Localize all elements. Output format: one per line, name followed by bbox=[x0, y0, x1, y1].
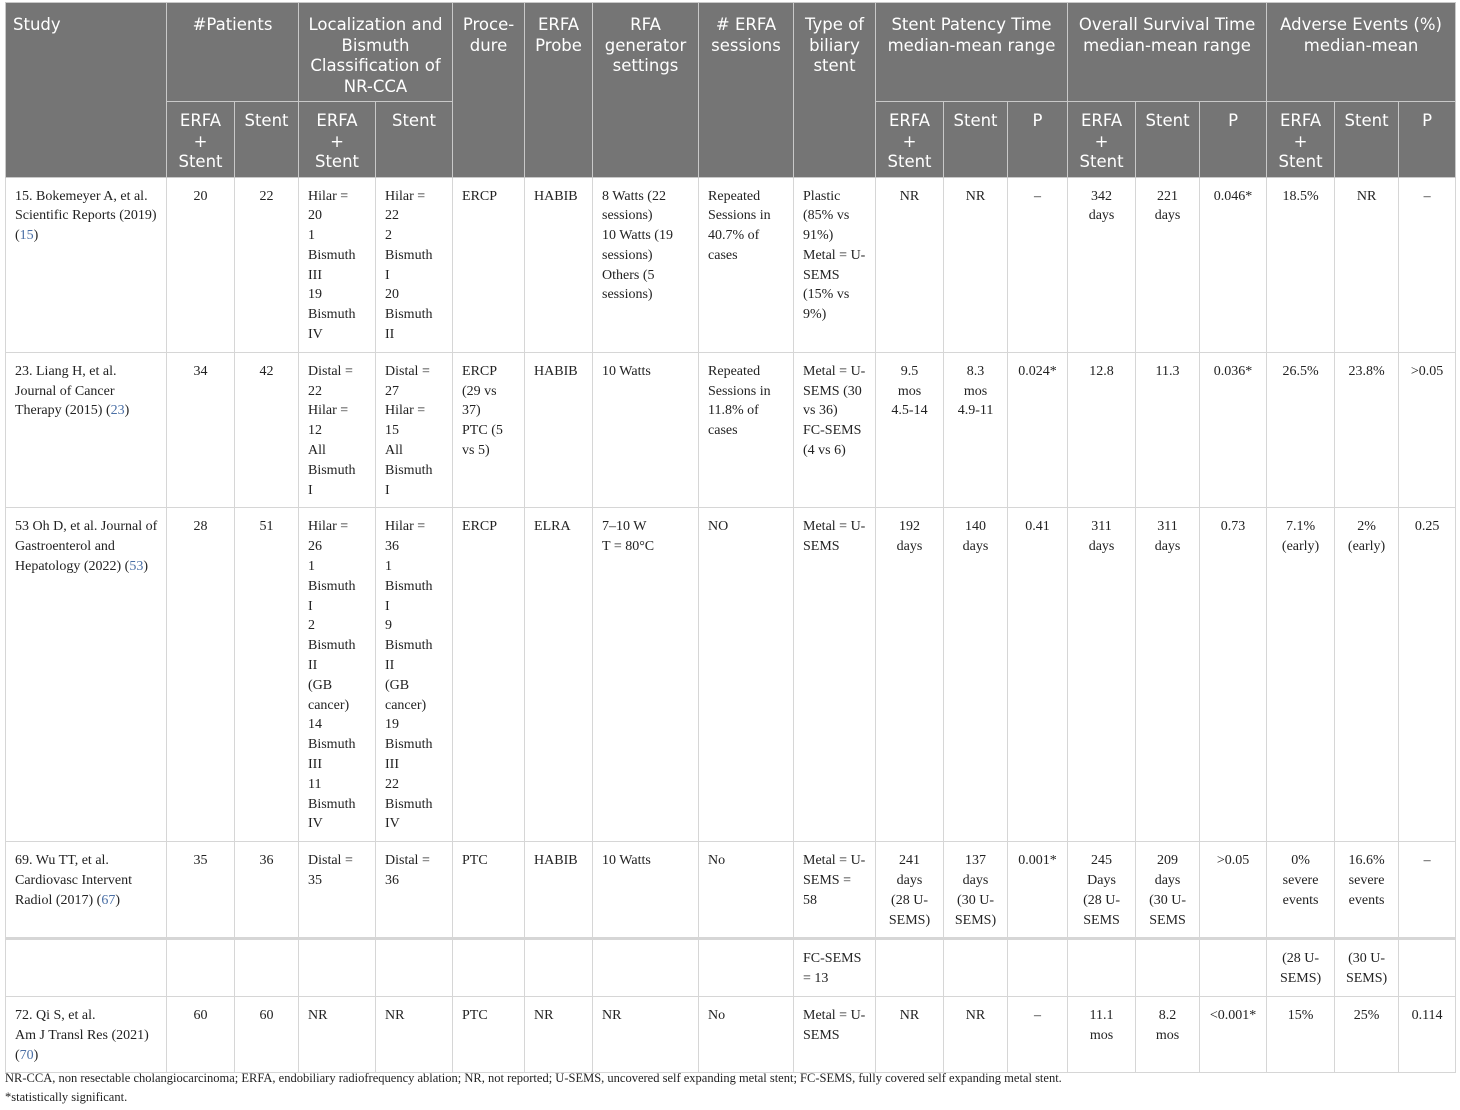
cell-patients-erfa: 20 bbox=[167, 177, 235, 352]
col-header-patients: #Patients bbox=[167, 3, 299, 102]
cell-adverse-erfa: (28 U- SEMS) bbox=[1267, 939, 1335, 997]
cell-survival-stent: 221 days bbox=[1136, 177, 1200, 352]
reference-link[interactable]: 67 bbox=[101, 892, 116, 908]
cell-procedure: PTC bbox=[453, 842, 525, 939]
abbreviations-note: NR-CCA, non resectable cholangiocarcinoma; ERFA, endobiliary radiofrequency ablation; NR, not reported; U-SEMS, uncovered self expanding metal stent; FC-SEMS, fully covered self expanding metal stent. bbox=[5, 1071, 1062, 1085]
cell-adverse-stent: (30 U- SEMS) bbox=[1335, 939, 1399, 997]
subheader-erfa-stent: ERFA + Stent bbox=[1267, 102, 1335, 178]
cell-localization-stent: Hilar = 36 1 Bismuth I 9 Bismuth II (GB cancer) 19 Bismuth III 22 Bismuth IV bbox=[376, 508, 453, 842]
col-header-survival: Overall Survival Time median-mean range bbox=[1068, 3, 1267, 102]
col-header-procedure: Proce- dure bbox=[453, 3, 525, 178]
cell-adverse-stent: NR bbox=[1335, 177, 1399, 352]
cell-patients-erfa: 28 bbox=[167, 508, 235, 842]
reference-link[interactable]: 53 bbox=[129, 559, 144, 575]
cell-survival-stent: 8.2 mos bbox=[1136, 996, 1200, 1072]
reference-link[interactable]: 70 bbox=[19, 1047, 34, 1063]
study-citation: 72. Qi S, et al. Am J Transl Res (2021) ( bbox=[15, 1007, 149, 1063]
cell-localization-stent bbox=[376, 939, 453, 997]
cell-patients-erfa bbox=[167, 939, 235, 997]
cell-adverse-erfa: 18.5% bbox=[1267, 177, 1335, 352]
col-header-localization: Localization and Bismuth Classification of NR-CCA bbox=[299, 3, 453, 102]
table-row bbox=[6, 842, 1456, 939]
cell-stent-type: FC-SEMS = 13 bbox=[794, 939, 876, 997]
cell-adverse-p: – bbox=[1399, 842, 1456, 939]
cell-procedure: ERCP bbox=[453, 177, 525, 352]
cell-survival-stent bbox=[1136, 939, 1200, 997]
subheader-erfa-stent: ERFA + Stent bbox=[1068, 102, 1136, 178]
cell-patency-p: – bbox=[1008, 177, 1068, 352]
cell-generator: NR bbox=[593, 996, 699, 1072]
cell-localization-erfa: Hilar = 26 1 Bismuth I 2 Bismuth II (GB cancer) 14 Bismuth III 11 Bismuth IV bbox=[299, 508, 376, 842]
subheader-p: P bbox=[1008, 102, 1068, 178]
cell-probe bbox=[525, 939, 593, 997]
cell-adverse-p: 0.114 bbox=[1399, 996, 1456, 1072]
cell-stent-type: Metal = U-SEMS = 58 bbox=[794, 842, 876, 939]
col-header-patency: Stent Patency Time median-mean range bbox=[876, 3, 1068, 102]
cell-survival-erfa: 11.1 mos bbox=[1068, 996, 1136, 1072]
study-citation: 15. Bokemeyer A, et al. Scientific Reports (2019) ( bbox=[15, 188, 157, 244]
subheader-stent: Stent bbox=[944, 102, 1008, 178]
cell-localization-erfa: NR bbox=[299, 996, 376, 1072]
cell-stent-type: Metal = U-SEMS bbox=[794, 996, 876, 1072]
study-citation: 23. Liang H, et al. Journal of Cancer Therapy (2015) ( bbox=[15, 363, 117, 419]
col-header-adverse: Adverse Events (%) median-mean bbox=[1267, 3, 1456, 102]
table-row bbox=[6, 352, 1456, 508]
table-row bbox=[6, 177, 1456, 352]
cell-sessions: NO bbox=[699, 508, 794, 842]
col-header-probe: ERFA Probe bbox=[525, 3, 593, 178]
subheader-erfa-stent: ERFA + Stent bbox=[299, 102, 376, 178]
cell-sessions: Repeated Sessions in 11.8% of cases bbox=[699, 352, 794, 508]
cell-adverse-erfa: 7.1% (early) bbox=[1267, 508, 1335, 842]
subheader-stent: Stent bbox=[376, 102, 453, 178]
table-footnotes bbox=[5, 1069, 1455, 1107]
cell-localization-stent: NR bbox=[376, 996, 453, 1072]
cell-localization-stent: Distal = 27 Hilar = 15 All Bismuth I bbox=[376, 352, 453, 508]
cell-probe: ELRA bbox=[525, 508, 593, 842]
cell-patients-erfa: 60 bbox=[167, 996, 235, 1072]
cell-adverse-erfa: 0% severe events bbox=[1267, 842, 1335, 939]
cell-localization-erfa: Distal = 22 Hilar = 12 All Bismuth I bbox=[299, 352, 376, 508]
cell-adverse-p: – bbox=[1399, 177, 1456, 352]
cell-survival-p: 0.036* bbox=[1200, 352, 1267, 508]
cell-localization-erfa: Hilar = 20 1 Bismuth III 19 Bismuth IV bbox=[299, 177, 376, 352]
cell-sessions: No bbox=[699, 842, 794, 939]
cell-patency-p: – bbox=[1008, 996, 1068, 1072]
cell-survival-erfa bbox=[1068, 939, 1136, 997]
cell-patency-p: 0.024* bbox=[1008, 352, 1068, 508]
cell-study bbox=[6, 352, 167, 508]
study-citation-end: ) bbox=[124, 403, 130, 419]
subheader-stent: Stent bbox=[1136, 102, 1200, 178]
table-header bbox=[6, 3, 1456, 178]
cell-sessions: No bbox=[699, 996, 794, 1072]
cell-survival-stent: 311 days bbox=[1136, 508, 1200, 842]
subheader-stent: Stent bbox=[235, 102, 299, 178]
cell-patency-p: 0.41 bbox=[1008, 508, 1068, 842]
cell-generator: 10 Watts bbox=[593, 842, 699, 939]
cell-patients-erfa: 35 bbox=[167, 842, 235, 939]
cell-stent-type: Metal = U-SEMS bbox=[794, 508, 876, 842]
cell-survival-erfa: 245 Days (28 U- SEMS bbox=[1068, 842, 1136, 939]
cell-survival-p: 0.73 bbox=[1200, 508, 1267, 842]
cell-generator: 10 Watts bbox=[593, 352, 699, 508]
data-table-container bbox=[5, 2, 1455, 1073]
cell-localization-stent: Hilar = 22 2 Bismuth I 20 Bismuth II bbox=[376, 177, 453, 352]
cell-sessions: Repeated Sessions in 40.7% of cases bbox=[699, 177, 794, 352]
study-citation-end: ) bbox=[33, 1047, 39, 1063]
cell-patency-erfa: 9.5 mos 4.5-14 bbox=[876, 352, 944, 508]
cell-patency-erfa: NR bbox=[876, 996, 944, 1072]
cell-procedure bbox=[453, 939, 525, 997]
cell-patients-stent bbox=[235, 939, 299, 997]
cell-survival-erfa: 342 days bbox=[1068, 177, 1136, 352]
cell-probe: HABIB bbox=[525, 842, 593, 939]
cell-adverse-erfa: 15% bbox=[1267, 996, 1335, 1072]
cell-patency-stent: 137 days (30 U- SEMS) bbox=[944, 842, 1008, 939]
study-citation-end: ) bbox=[115, 892, 120, 908]
cell-procedure: PTC bbox=[453, 996, 525, 1072]
col-header-study: Study bbox=[6, 3, 167, 178]
subheader-p: P bbox=[1399, 102, 1456, 178]
cell-patency-stent: 140 days bbox=[944, 508, 1008, 842]
cell-study bbox=[6, 842, 167, 939]
cell-survival-p: >0.05 bbox=[1200, 842, 1267, 939]
cell-stent-type: Plastic (85% vs 91%) Metal = U-SEMS (15% vs 9%) bbox=[794, 177, 876, 352]
table-row bbox=[6, 996, 1456, 1072]
cell-adverse-stent: 16.6% severe events bbox=[1335, 842, 1399, 939]
cell-adverse-p bbox=[1399, 939, 1456, 997]
col-header-generator: RFA generator settings bbox=[593, 3, 699, 178]
cell-probe: HABIB bbox=[525, 177, 593, 352]
cell-adverse-p: 0.25 bbox=[1399, 508, 1456, 842]
cell-generator: 8 Watts (22 sessions) 10 Watts (19 sessions) Others (5 sessions) bbox=[593, 177, 699, 352]
cell-adverse-stent: 25% bbox=[1335, 996, 1399, 1072]
reference-link[interactable]: 15 bbox=[19, 228, 34, 244]
cell-patients-stent: 42 bbox=[235, 352, 299, 508]
table-row bbox=[6, 508, 1456, 842]
subheader-stent: Stent bbox=[1335, 102, 1399, 178]
col-header-sessions: # ERFA sessions bbox=[699, 3, 794, 178]
study-citation-end: ) bbox=[33, 228, 39, 244]
cell-patency-erfa bbox=[876, 939, 944, 997]
cell-patency-stent bbox=[944, 939, 1008, 997]
cell-patients-stent: 36 bbox=[235, 842, 299, 939]
cell-patency-stent: 8.3 mos 4.9-11 bbox=[944, 352, 1008, 508]
cell-adverse-stent: 23.8% bbox=[1335, 352, 1399, 508]
cell-adverse-p: >0.05 bbox=[1399, 352, 1456, 508]
cell-survival-p: 0.046* bbox=[1200, 177, 1267, 352]
subheader-p: P bbox=[1200, 102, 1267, 178]
table-row-continuation bbox=[6, 939, 1456, 997]
cell-generator: 7–10 W T = 80°C bbox=[593, 508, 699, 842]
cell-survival-p: <0.001* bbox=[1200, 996, 1267, 1072]
cell-procedure: ERCP bbox=[453, 508, 525, 842]
cell-patency-erfa: NR bbox=[876, 177, 944, 352]
cell-localization-erfa: Distal = 35 bbox=[299, 842, 376, 939]
cell-patients-stent: 51 bbox=[235, 508, 299, 842]
ablation-studies-table bbox=[5, 2, 1456, 1073]
study-citation-end: ) bbox=[143, 559, 148, 575]
cell-patency-stent: NR bbox=[944, 177, 1008, 352]
cell-patency-erfa: 192 days bbox=[876, 508, 944, 842]
cell-adverse-stent: 2% (early) bbox=[1335, 508, 1399, 842]
cell-probe: HABIB bbox=[525, 352, 593, 508]
cell-patency-erfa: 241 days (28 U- SEMS) bbox=[876, 842, 944, 939]
cell-localization-stent: Distal = 36 bbox=[376, 842, 453, 939]
cell-patency-stent: NR bbox=[944, 996, 1008, 1072]
cell-procedure: ERCP (29 vs 37) PTC (5 vs 5) bbox=[453, 352, 525, 508]
study-citation: 53 Oh D, et al. Journal of Gastroenterol and Hepatology (2022) ( bbox=[15, 519, 158, 575]
cell-patients-stent: 22 bbox=[235, 177, 299, 352]
cell-patency-p: 0.001* bbox=[1008, 842, 1068, 939]
cell-study bbox=[6, 939, 167, 997]
cell-adverse-erfa: 26.5% bbox=[1267, 352, 1335, 508]
cell-sessions bbox=[699, 939, 794, 997]
subheader-erfa-stent: ERFA + Stent bbox=[876, 102, 944, 178]
cell-survival-erfa: 311 days bbox=[1068, 508, 1136, 842]
col-header-stent-type: Type of biliary stent bbox=[794, 3, 876, 178]
cell-survival-erfa: 12.8 bbox=[1068, 352, 1136, 508]
reference-link[interactable]: 23 bbox=[110, 403, 125, 419]
subheader-erfa-stent: ERFA + Stent bbox=[167, 102, 235, 178]
cell-survival-p bbox=[1200, 939, 1267, 997]
cell-study bbox=[6, 996, 167, 1072]
cell-survival-stent: 209 days (30 U- SEMS bbox=[1136, 842, 1200, 939]
cell-generator bbox=[593, 939, 699, 997]
cell-patients-stent: 60 bbox=[235, 996, 299, 1072]
cell-probe: NR bbox=[525, 996, 593, 1072]
cell-patients-erfa: 34 bbox=[167, 352, 235, 508]
cell-study bbox=[6, 508, 167, 842]
table-body bbox=[6, 177, 1456, 1073]
study-citation: 69. Wu TT, et al. Cardiovasc Intervent Radiol (2017) ( bbox=[15, 853, 133, 908]
cell-localization-erfa bbox=[299, 939, 376, 997]
significance-note: *statistically significant. bbox=[5, 1090, 128, 1104]
cell-stent-type: Metal = U-SEMS (30 vs 36) FC-SEMS (4 vs 6) bbox=[794, 352, 876, 508]
cell-patency-p bbox=[1008, 939, 1068, 997]
cell-survival-stent: 11.3 bbox=[1136, 352, 1200, 508]
cell-study bbox=[6, 177, 167, 352]
